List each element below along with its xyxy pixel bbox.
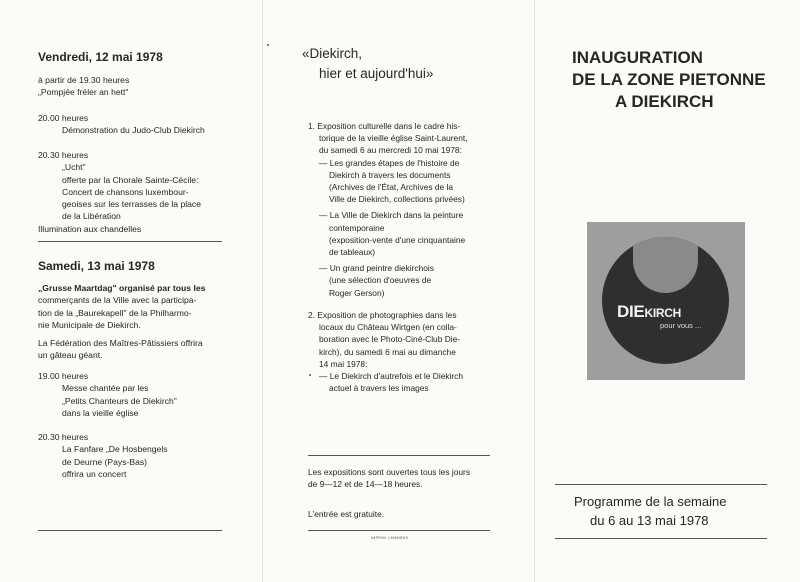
- event-text: Démonstration du Judo-Club Diekirch: [62, 125, 205, 136]
- text-line: locaux du Château Wirtgen (en colla-: [319, 322, 457, 333]
- event-block: [38, 112, 205, 137]
- title-line: hier et aujourd'hui»: [319, 66, 434, 81]
- event-text: „Petits Chanteurs de Diekirch": [62, 395, 177, 406]
- text-line: de tableaux): [329, 247, 376, 258]
- fold-line: [534, 0, 535, 582]
- event-text: „Ucht": [62, 162, 86, 173]
- text-line: — La Ville de Diekirch dans la peinture: [319, 210, 464, 221]
- event-text: un gâteau géant.: [38, 350, 103, 361]
- event-text: nie Municipale de Diekirch.: [38, 319, 141, 330]
- divider: [308, 530, 490, 531]
- logo-word-small: KIRCH: [644, 306, 681, 320]
- text-line: (exposition-vente d'une cinquantaine: [329, 234, 466, 245]
- divider: [38, 241, 222, 242]
- event-text: La Fanfare „De Hosbengels: [62, 444, 168, 455]
- event-text: de Deurne (Pays-Bas): [62, 456, 148, 467]
- exhibition-item-2: [308, 309, 463, 394]
- event-text: de la Libération: [62, 211, 121, 222]
- event-time: à partir de 19.30 heures: [38, 75, 130, 85]
- title-line: A DIEKIRCH: [615, 92, 714, 111]
- text-line: Les expositions sont ouvertes tous les jours: [308, 467, 471, 477]
- event-text: „Grusse Maartdag" organisé par tous les: [38, 283, 206, 293]
- text-line: — Le Diekirch d'autrefois et le Diekirch: [319, 371, 464, 382]
- divider: [38, 530, 222, 531]
- caption-line: Programme de la semaine: [574, 494, 727, 509]
- title-line: DE LA ZONE PIETONNE: [572, 70, 766, 89]
- text-line: Diekirch à travers les documents: [329, 169, 451, 180]
- text-line: (Archives de l'État, Archives de la: [329, 182, 454, 193]
- text-line: du samedi 6 au mercredi 10 mai 1978:: [319, 145, 462, 156]
- text-line: 2. Exposition de photographies dans les: [308, 310, 457, 320]
- text-line: (une sélection d'oeuvres de: [329, 275, 432, 286]
- exhibition-title: [302, 44, 433, 84]
- caption-line: du 6 au 13 mai 1978: [590, 513, 709, 528]
- event-text: La Fédération des Maîtres-Pâtissiers offrira: [38, 338, 203, 348]
- punch-dot: [267, 44, 269, 46]
- text-line: actuel à travers les images: [329, 383, 429, 394]
- logo-wordmark: [617, 302, 681, 322]
- event-block: [38, 370, 177, 419]
- printer-credit: IMPRIM. LEMMENS: [371, 536, 409, 540]
- event-text: „Pompjée fréler an hett": [38, 87, 129, 98]
- text-line: kirch), du samedi 6 mai au dimanche: [319, 346, 456, 357]
- event-block: [38, 337, 203, 362]
- logo-tagline: pour vous ...: [660, 321, 702, 330]
- opening-hours-note: [308, 466, 470, 490]
- event-block: [38, 149, 201, 223]
- text-line: — Les grandes étapes de l'histoire de: [319, 157, 460, 168]
- logo-word-big: DIE: [617, 302, 645, 321]
- title-line: «Diekirch,: [302, 46, 363, 61]
- text-line: Ville de Diekirch, collections privées): [329, 194, 465, 205]
- text-line: 14 mai 1978:: [319, 358, 368, 369]
- event-text: offerte par la Chorale Sainte-Cécile:: [62, 174, 199, 185]
- event-text: Concert de chansons luxembour-: [62, 186, 189, 197]
- event-text: commerçants de la Ville avec la participa-: [38, 295, 197, 306]
- event-text: dans la vieille église: [62, 407, 139, 418]
- programme-caption: [574, 492, 726, 530]
- event-block: [38, 282, 205, 331]
- text-line: torique de la vieille église Saint-Laurent,: [319, 133, 468, 144]
- divider: [555, 484, 767, 485]
- event-time: 20.00 heures: [38, 113, 89, 123]
- text-line: contemporaine: [329, 222, 385, 233]
- event-text: Illumination aux chandelles: [38, 224, 142, 234]
- event-text: offrira un concert: [62, 468, 127, 479]
- event-text: Messe chantée par les: [62, 383, 149, 394]
- text-line: boration avec le Photo-Ciné-Club Die-: [319, 334, 461, 345]
- event-text: tion de la „Baurekapell" de la Philharmo-: [38, 307, 192, 318]
- event-text: geoises sur les terrasses de la place: [62, 199, 202, 210]
- day-heading-friday: Vendredi, 12 mai 1978: [38, 50, 163, 64]
- text-line: — Un grand peintre diekirchois: [319, 263, 434, 274]
- exhibition-item-1: [308, 120, 468, 299]
- free-entry-note: L'entrée est gratuite.: [308, 509, 385, 519]
- logo-cap-shape: [633, 237, 698, 293]
- text-line: Roger Gerson): [329, 287, 385, 298]
- text-line: 1. Exposition culturelle dans le cadre his-: [308, 121, 461, 131]
- title-line: INAUGURATION: [572, 48, 703, 67]
- event-time: 20.30 heures: [38, 150, 89, 160]
- fold-line: [262, 0, 263, 582]
- logo-circle: [602, 237, 729, 364]
- event-time: 20.30 heures: [38, 432, 89, 442]
- inauguration-title: [572, 47, 766, 113]
- event-block: [38, 74, 129, 99]
- event-time: 19.00 heures: [38, 371, 89, 381]
- divider: [308, 455, 490, 456]
- day-heading-saturday: Samedi, 13 mai 1978: [38, 259, 155, 273]
- divider: [555, 538, 767, 539]
- punch-dot: [309, 374, 311, 376]
- text-line: de 9—12 et de 14—18 heures.: [308, 479, 423, 490]
- event-block: [38, 431, 168, 480]
